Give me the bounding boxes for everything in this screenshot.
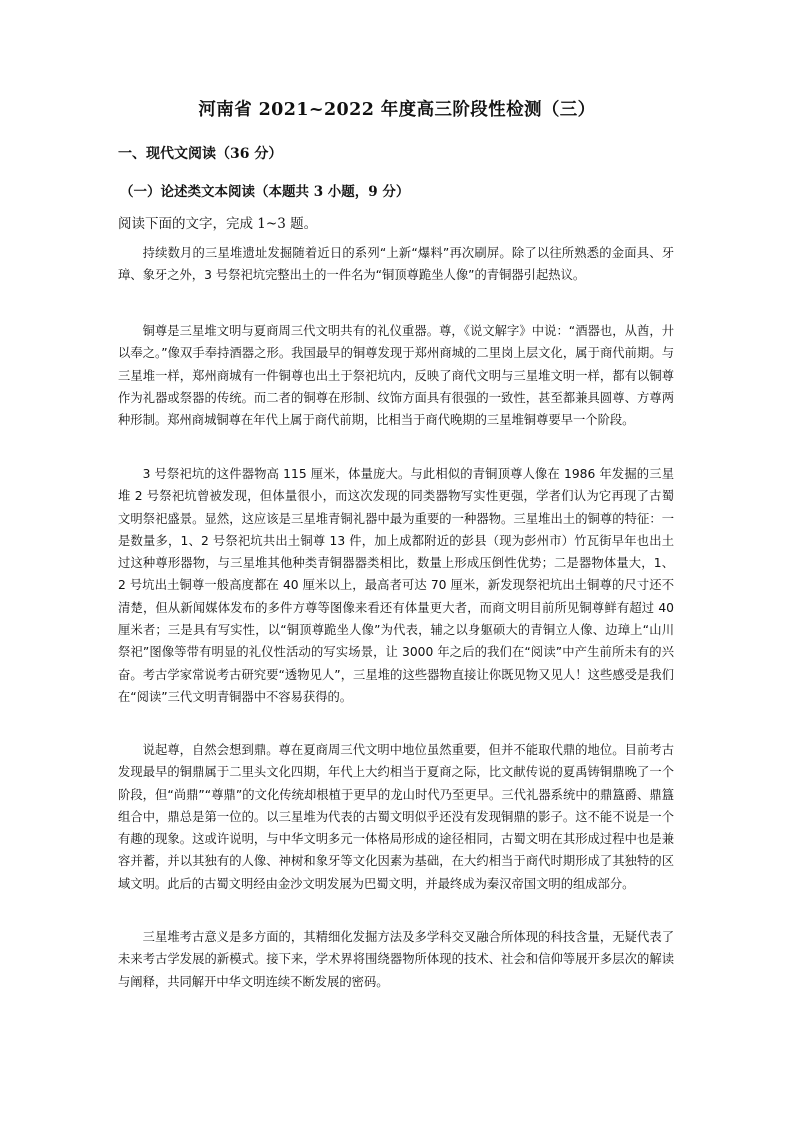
reading-instruction: 阅读下面的文字，完成 1~3 题。 — [118, 216, 318, 232]
paragraph: 持续数月的三星堆遗址发掘随着近日的系列“上新“爆料”再次刷屏。除了以往所熟悉的金面具、牙璋、象牙之外，3 号祭祀坑完整出土的一件名为“铜顶尊跪坐人像”的青铜器引起热议。 — [118, 246, 674, 283]
paragraph: 3 号祭祀坑的这件器物高 115 厘米，体量庞大。与此相似的青铜顶尊人像在 1986 年发掘的三星堆 2 号祭祀坑曾被发现，但体量很小，而这次发现的同类器物写实性更强，学者们认为它再现了古蜀文明祭祀盛景。显然，这应该是三星堆青铜礼器中最为重要的一种器物。三星堆出土的铜尊的特征：一是数量多，1、2 号祭祀坑共出土铜尊 13 件，加上成都附近的彭县（现为彭州市）竹瓦街早年也出土过这种尊形器物，与三星堆其他种类青铜器器类相比，数量上形成压倒性优势；二是器物体量大，1、2 号坑出土铜尊一般高度都在 40 厘米以上，最高者可达 70 厘米，新发现祭祀坑出土铜尊的尺寸还不清楚，但从新闻媒体发布的多件方尊等图像来看还有体量更大者，而商文明目前所见铜尊鲜有超过 40 厘米者；三是具有写实性，以“铜顶尊跪坐人像”为代表，辅之以身躯硕大的青铜立人像、边璋上“山川祭祀”图像等带有明显的礼仪性活动的写实场景，让 3000 年之后的我们在“阅读”中产生前所未有的兴奋。考古学家常说考古研究要“透物见人”，三星堆的这些器物直接让你既见物又见人！这些感受是我们在“阅读”三代文明青铜器中不容易获得的。 — [118, 467, 674, 704]
subsection-heading: （一）论述类文本阅读（本题共 3 小题，9 分） — [120, 184, 410, 200]
section-heading: 一、现代文阅读（36 分） — [118, 146, 283, 162]
exam-title: 河南省 2021~2022 年度高三阶段性检测（三） — [198, 100, 596, 120]
paragraph: 铜尊是三星堆文明与夏商周三代文明共有的礼仪重器。尊，《说文解字》中说：“酒器也，从酋，廾以奉之。”像双手奉持酒器之形。我国最早的铜尊发现于郑州商城的二里岗上层文化，属于商代前期。与三星堆一样，郑州商城有一件铜尊也出土于祭祀坑内，反映了商代文明与三星堆文明一样，都有以铜尊作为礼器或祭器的传统。而二者的铜尊在形制、纹饰方面具有很强的一致性，甚至都兼具圆尊、方尊两种形制。郑州商城铜尊在年代上属于商代前期，比相当于商代晚期的三星堆铜尊要早一个阶段。 — [118, 324, 674, 428]
paragraph: 三星堆考古意义是多方面的，其精细化发掘方法及多学科交叉融合所体现的科技含量，无疑代表了未来考古学发展的新模式。接下来，学术界将围绕器物所体现的技术、社会和信仰等展开多层次的解读与阐释，共同解开中华文明连续不断发展的密码。 — [118, 930, 674, 989]
paragraph: 说起尊，自然会想到鼎。尊在夏商周三代文明中地位虽然重要，但并不能取代鼎的地位。目前考古发现最早的铜鼎属于二里头文化四期，年代上大约相当于夏商之际，比文献传说的夏禹铸铜鼎晚了一个阶段，但“尚鼎”“尊鼎”的文化传统却根植于更早的龙山时代乃至更早。三代礼器系统中的鼎簋爵、鼎簋组合中，鼎总是第一位的。以三星堆为代表的古蜀文明似乎还没有发现铜鼎的影子。这不能不说是一个有趣的现象。这或许说明，与中华文明多元一体格局形成的途径相同，古蜀文明在其形成过程中也是兼容并蓄，并以其独有的人像、神树和象牙等文化因素为基础，在大约相当于商代时期形成了其独特的区域文明。此后的古蜀文明经由金沙文明发展为巴蜀文明，并最终成为秦汉帝国文明的组成部分。 — [118, 743, 674, 891]
